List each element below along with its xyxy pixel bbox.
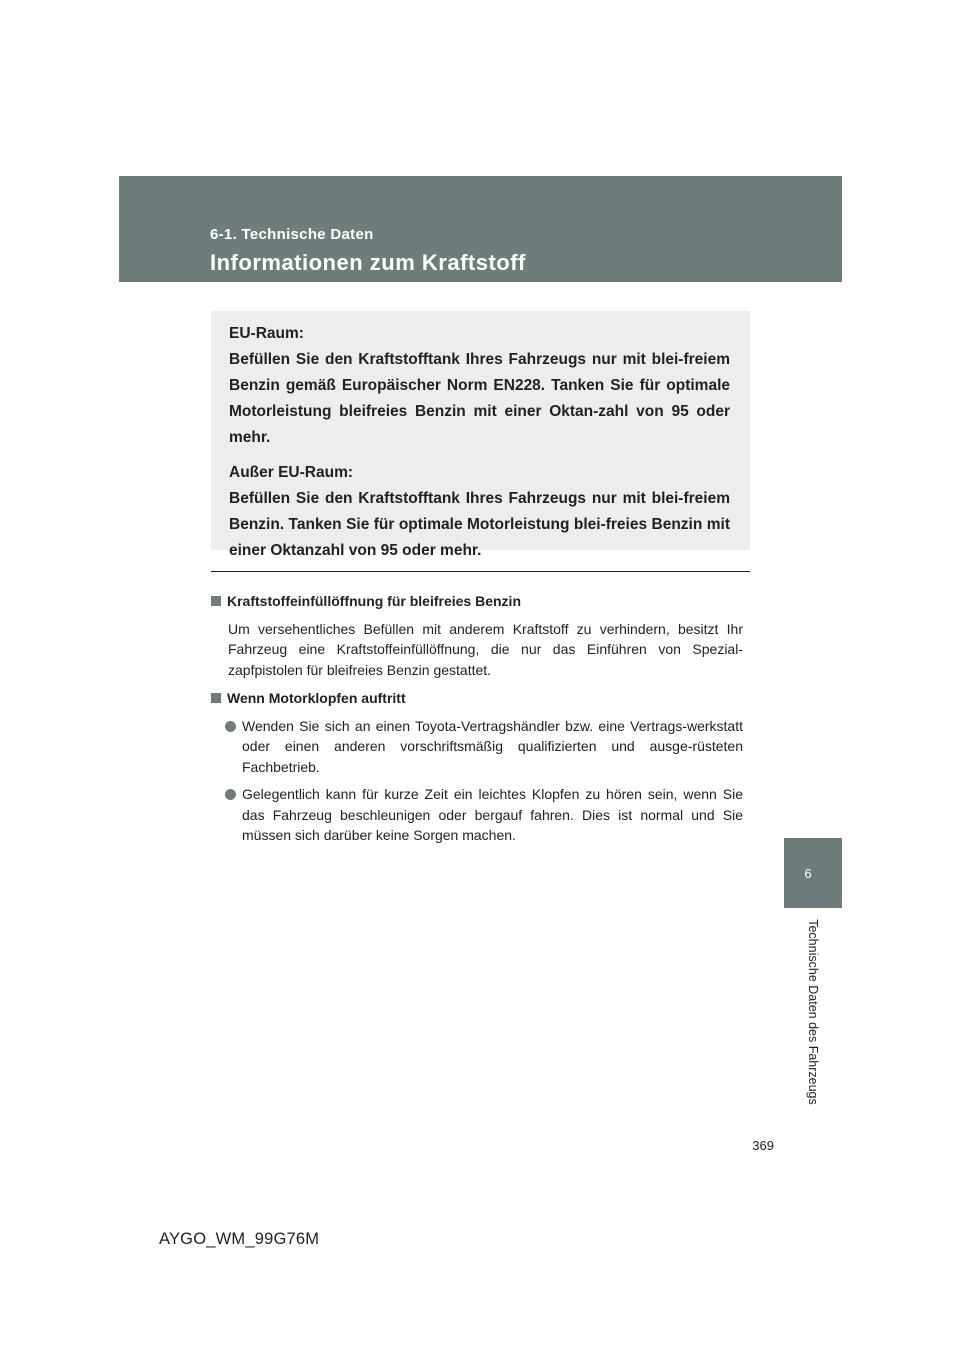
section-divider (211, 571, 750, 572)
section-label: 6-1. Technische Daten (210, 226, 374, 243)
notice-box (211, 311, 750, 559)
notice-eu-heading: EU-Raum: (229, 325, 304, 342)
circle-bullet-icon (225, 721, 236, 732)
chapter-number: 6 (804, 866, 812, 881)
circle-bullet-icon (225, 789, 236, 800)
notice-non-eu-text: Befüllen Sie den Kraftstofftank Ihres Fahrzeugs nur mit blei-freiem Benzin. Tanken Sie für optimale Motorleistung blei-freies Benzin mit einer Oktanzahl von 95 oder mehr. (229, 490, 730, 559)
list-item-text: Gelegentlich kann für kurze Zeit ein leichtes Klopfen zu hören sein, wenn Sie das Fahrzeug beschleunigen oder bergauf fahren. Dies ist normal und Sie müssen sich darüber keine Sorgen machen. (242, 786, 743, 843)
chapter-title: Technische Daten des Fahrzeugs (806, 919, 820, 1105)
notice-eu (229, 321, 730, 451)
section-heading-text: Kraftstoffeinfüllöffnung für bleifreies Benzin (227, 593, 521, 609)
notice-eu-text: Befüllen Sie den Kraftstofftank Ihres Fahrzeugs nur mit blei-freiem Benzin gemäß Europäischer Norm EN228. Tanken Sie für optimale Motorleistung bleifreies Benzin mit einer Oktan-zahl von 95 oder mehr. (229, 351, 730, 446)
section-paragraph: Um versehentliches Befüllen mit anderem Kraftstoff zu verhindern, besitzt Ihr Fahrzeug eine Kraftstoffeinfüllöffnung, die nur das Einführen von Spezial-zapfpistolen für bleifreies Benzin gestattet. (228, 620, 743, 678)
list-item-text: Wenden Sie sich an einen Toyota-Vertragshändler bzw. eine Vertrags-werkstatt oder einen anderen vorschriftsmäßig qualifizierten und ausge-rüsteten Fachbetrieb. (242, 717, 743, 775)
section-heading-text: Wenn Motorklopfen auftritt (227, 690, 406, 706)
list-item (242, 784, 743, 846)
chapter-tab (784, 838, 842, 908)
notice-non-eu (229, 460, 730, 564)
list-item (242, 716, 743, 778)
header-band (119, 176, 842, 282)
document-code: AYGO_WM_99G76M (159, 1230, 320, 1248)
section-heading (211, 688, 743, 709)
square-bullet-icon (211, 693, 221, 703)
section-heading (211, 591, 743, 612)
square-bullet-icon (211, 596, 221, 606)
page-number: 369 (752, 1138, 774, 1153)
page-title: Informationen zum Kraftstoff (210, 250, 526, 275)
notice-non-eu-heading: Außer EU-Raum: (229, 464, 354, 481)
main-content (211, 591, 743, 846)
